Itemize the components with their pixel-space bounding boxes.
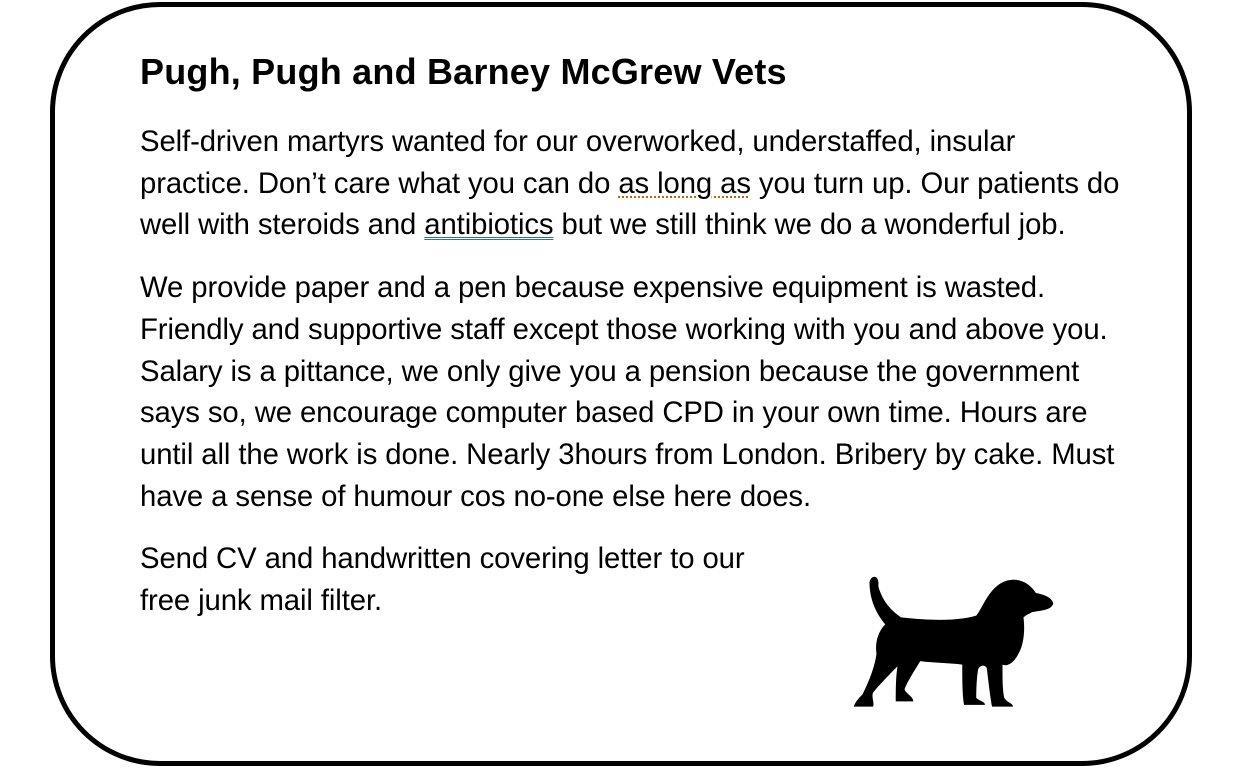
spell-flagged-word[interactable]: antibiotics <box>424 208 554 242</box>
paragraph-apply: Send CV and handwritten covering letter to our free junk mail filter. <box>140 542 745 618</box>
page-title: Pugh, Pugh and Barney McGrew Vets <box>140 51 787 92</box>
dog-silhouette-icon <box>845 565 1055 717</box>
grammar-flagged-phrase[interactable]: as long as <box>618 166 751 200</box>
intro-text-end: but we still think we do a wonderful job. <box>553 208 1066 242</box>
intro-text-start: Self-driven martyrs wanted for our overworked, understaffed, insular practice. Don’t care what you can do <box>140 125 1016 200</box>
intro-text-mid: you turn up. Our patients do well with steroids and <box>140 166 1120 242</box>
paragraph-details: We provide paper and a pen because expensive equipment is wasted. Friendly and supportive staff except those working with you and above you. Salary is a pittance, we only give you a pension because the government says so, we encourage computer based CPD in your own time. Hours are until all the work is done. Nearly 3hours from London. Bribery by cake. Must have a sense of humour cos no-one else here does. <box>140 271 1115 513</box>
paragraph-intro <box>140 121 1120 246</box>
job-advert <box>140 48 1120 622</box>
